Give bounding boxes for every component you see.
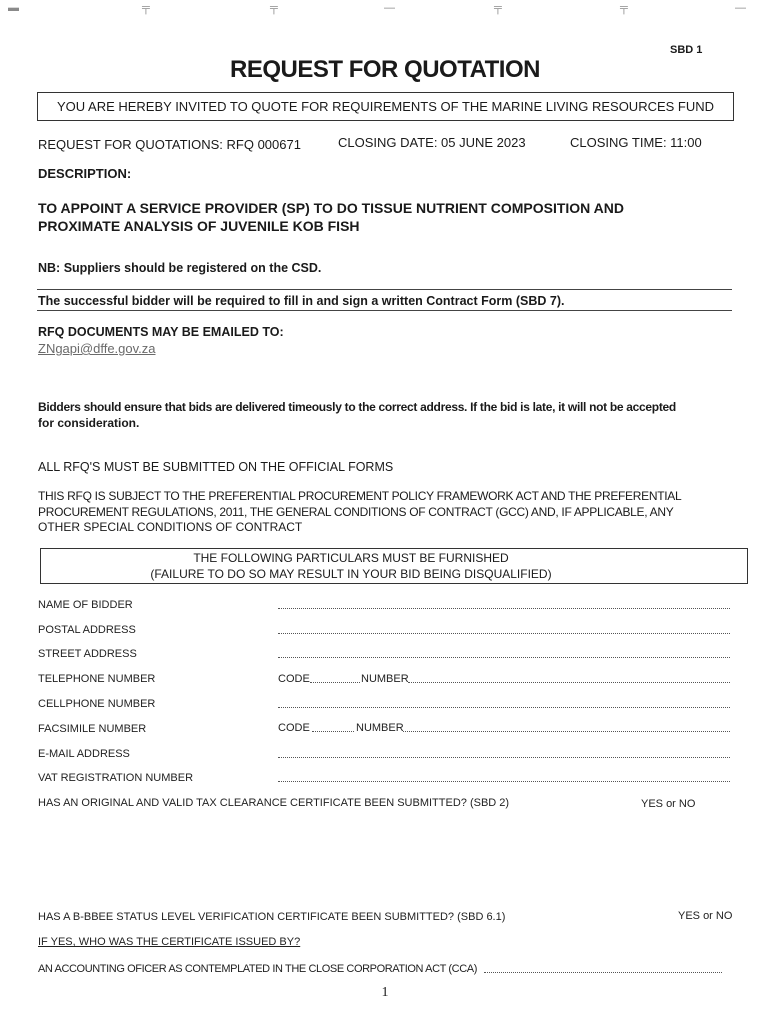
rfq-number: REQUEST FOR QUOTATIONS: RFQ 000671 bbox=[38, 137, 301, 152]
vat-number-label: VAT REGISTRATION NUMBER bbox=[38, 772, 194, 784]
nb-note: NB: Suppliers should be registered on the CSD. bbox=[38, 261, 322, 275]
facsimile-number-field[interactable] bbox=[403, 731, 730, 732]
email-address-label: E-MAIL ADDRESS bbox=[38, 748, 130, 760]
email-heading: RFQ DOCUMENTS MAY BE EMAILED TO: bbox=[38, 325, 284, 339]
facsimile-code-field[interactable] bbox=[312, 731, 354, 732]
contract-note: The successful bidder will be required to fill in and sign a written Contract Form (SBD 7). bbox=[38, 294, 565, 308]
name-of-bidder-field[interactable] bbox=[278, 608, 730, 609]
issued-by-question: IF YES, WHO WAS THE CERTIFICATE ISSUED BY? bbox=[38, 936, 301, 948]
street-address-field[interactable] bbox=[278, 657, 730, 658]
facsimile-code-label: CODE bbox=[278, 722, 310, 734]
bbbee-question: HAS A B-BBEE STATUS LEVEL VERIFICATION CERTIFICATE BEEN SUBMITTED? (SBD 6.1) bbox=[38, 911, 506, 923]
postal-address-label: POSTAL ADDRESS bbox=[38, 624, 136, 636]
email-address-field[interactable] bbox=[278, 757, 730, 758]
particulars-line-2: (FAILURE TO DO SO MAY RESULT IN YOUR BID BEING DISQUALIFIED) bbox=[150, 567, 552, 581]
tax-clearance-question: HAS AN ORIGINAL AND VALID TAX CLEARANCE CERTIFICATE BEEN SUBMITTED? (SBD 2) bbox=[38, 797, 510, 809]
subject-line-2: PROCUREMENT REGULATIONS, 2011, THE GENERAL CONDITIONS OF CONTRACT (GCC) AND, IF APPLICABLE, ANY bbox=[38, 505, 674, 519]
accounting-officer-option: AN ACCOUNTING OFICER AS CONTEMPLATED IN THE CLOSE CORPORATION ACT (CCA) bbox=[38, 963, 477, 975]
particulars-line-1: THE FOLLOWING PARTICULARS MUST BE FURNISHED bbox=[193, 551, 509, 565]
email-link[interactable]: ZNgapi@dffe.gov.za bbox=[38, 341, 156, 356]
street-address-label: STREET ADDRESS bbox=[38, 648, 137, 660]
closing-date: CLOSING DATE: 05 JUNE 2023 bbox=[338, 135, 526, 150]
page-title: REQUEST FOR QUOTATION bbox=[230, 56, 540, 83]
subject-line-3: OTHER SPECIAL CONDITIONS OF CONTRACT bbox=[38, 520, 303, 534]
description-line-1: TO APPOINT A SERVICE PROVIDER (SP) TO DO TISSUE NUTRIENT COMPOSITION AND bbox=[38, 200, 624, 216]
cellphone-number-field[interactable] bbox=[278, 707, 730, 708]
telephone-number-label: TELEPHONE NUMBER bbox=[38, 673, 156, 685]
subject-line-1: THIS RFQ IS SUBJECT TO THE PREFERENTIAL PROCUREMENT POLICY FRAMEWORK ACT AND THE PREFERENTIAL bbox=[38, 489, 682, 503]
particulars-box bbox=[40, 548, 748, 584]
postal-address-field[interactable] bbox=[278, 633, 730, 634]
vat-number-field[interactable] bbox=[278, 781, 730, 782]
invite-text: YOU ARE HEREBY INVITED TO QUOTE FOR REQUIREMENTS OF THE MARINE LIVING RESOURCES FUND bbox=[56, 99, 715, 114]
description-line-2: PROXIMATE ANALYSIS OF JUVENILE KOB FISH bbox=[38, 218, 360, 234]
closing-time: CLOSING TIME: 11:00 bbox=[570, 135, 702, 150]
official-forms-note: ALL RFQ'S MUST BE SUBMITTED ON THE OFFICIAL FORMS bbox=[38, 460, 394, 474]
bbbee-answer[interactable]: YES or NO bbox=[678, 910, 733, 922]
late-bid-line-2: for consideration. bbox=[38, 416, 140, 430]
invite-box bbox=[37, 92, 734, 121]
telephone-code-label: CODE bbox=[278, 673, 310, 685]
telephone-number-field[interactable] bbox=[408, 682, 730, 683]
facsimile-number-label: FACSIMILE NUMBER bbox=[38, 723, 147, 735]
divider-top bbox=[37, 289, 732, 290]
telephone-number-sublabel: NUMBER bbox=[361, 673, 409, 685]
cellphone-number-label: CELLPHONE NUMBER bbox=[38, 698, 156, 710]
name-of-bidder-label: NAME OF BIDDER bbox=[38, 599, 133, 611]
scan-artifacts: ▬ ╤ ╤ — ╤ ╤ — bbox=[8, 2, 746, 14]
description-heading: DESCRIPTION: bbox=[38, 166, 132, 181]
page-number: 1 bbox=[381, 985, 389, 1000]
telephone-code-field[interactable] bbox=[310, 682, 360, 683]
facsimile-number-sublabel: NUMBER bbox=[356, 722, 404, 734]
tax-clearance-answer[interactable]: YES or NO bbox=[641, 798, 696, 810]
late-bid-line-1: Bidders should ensure that bids are delivered timeously to the correct address. If the bid is late, it will not be accepted bbox=[38, 400, 676, 414]
accounting-officer-field[interactable] bbox=[484, 972, 722, 973]
sbd-code: SBD 1 bbox=[670, 44, 703, 56]
divider-bottom bbox=[37, 310, 732, 311]
